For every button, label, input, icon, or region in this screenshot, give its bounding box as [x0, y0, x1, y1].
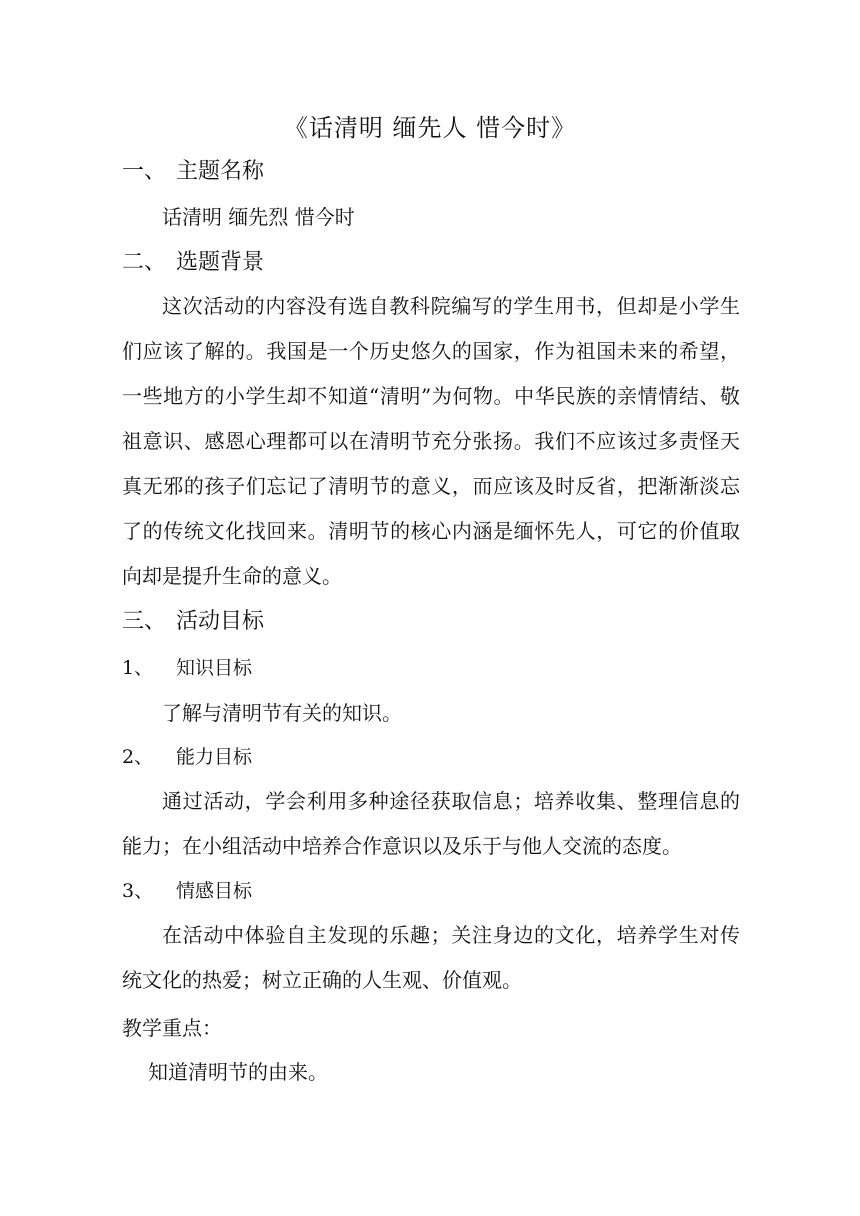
emotion-goal-paragraph: 在活动中体验自主发现的乐趣；关注身边的文化，培养学生对传统文化的热爱；树立正确的人生观、价值观。: [122, 923, 740, 992]
goal-number: 1、: [122, 657, 154, 679]
goal-title: 能力目标: [176, 746, 253, 768]
section-number: 一、: [122, 159, 167, 184]
goal-number: 3、: [122, 880, 154, 902]
goal-title: 情感目标: [176, 880, 253, 902]
section-title: 活动目标: [176, 609, 265, 634]
section-heading-topic-name: [122, 156, 264, 188]
document-title: 《话清明 缅先人 惜今时》: [283, 114, 577, 142]
section-heading-background: [122, 247, 264, 279]
goal-heading-emotion: [122, 877, 252, 905]
section-number: 三、: [122, 609, 167, 634]
key-point-text: 知道清明节的由来。: [148, 1060, 328, 1084]
topic-name-text: 话清明 缅先烈 惜今时: [162, 205, 355, 229]
goal-number: 2、: [122, 746, 154, 768]
knowledge-goal-text: 了解与清明节有关的知识。: [162, 701, 402, 725]
section-number: 二、: [122, 250, 167, 275]
ability-goal-paragraph: 通过活动，学会利用多种途径获取信息；培养收集、整理信息的能力；在小组活动中培养合作意识以及乐于与他人交流的态度。: [122, 789, 740, 858]
key-point-label: 教学重点：: [122, 1016, 222, 1040]
section-title: 主题名称: [176, 159, 265, 184]
section-heading-goals: [122, 606, 264, 638]
goal-heading-ability: [122, 743, 252, 771]
goal-heading-knowledge: [122, 654, 252, 682]
goal-title: 知识目标: [176, 657, 253, 679]
background-paragraph: 这次活动的内容没有选自教科院编写的学生用书，但却是小学生们应该了解的。我国是一个历史悠久的国家，作为祖国未来的希望，一些地方的小学生却不知道“清明”为何物。中华民族的亲情情结、敬祖意识、感恩心理都可以在清明节充分张扬。我们不应该过多责怪天真无邪的孩子们忘记了清明节的意义，而应该及时反省，把渐渐淡忘了的传统文化找回来。清明节的核心内涵是缅怀先人，可它的价值取向却是提升生命的意义。: [122, 294, 740, 588]
section-title: 选题背景: [176, 250, 265, 275]
